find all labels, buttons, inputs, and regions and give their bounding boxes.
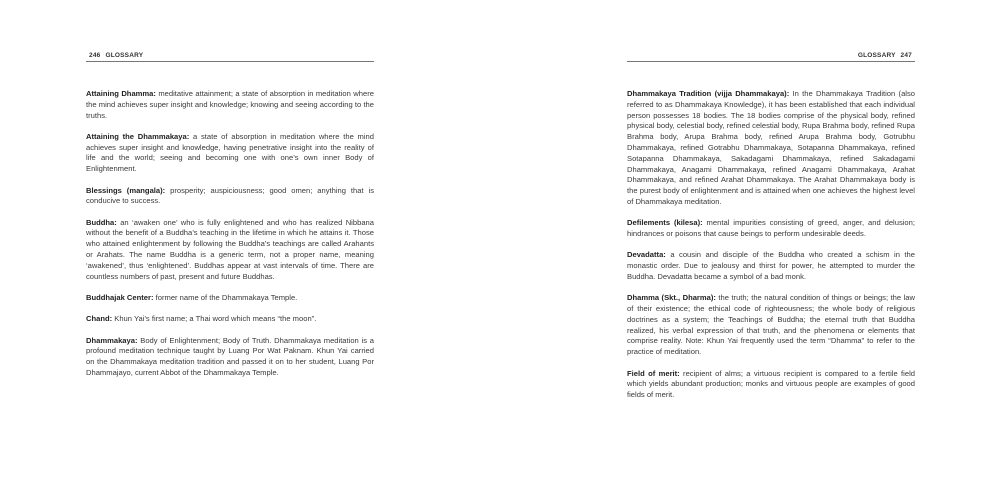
- left-page-header: [86, 52, 374, 59]
- glossary-term: Dhammakaya:: [86, 335, 138, 345]
- right-page-header-title: GLOSSARY: [857, 52, 896, 59]
- right-page-number: 247: [900, 52, 912, 59]
- glossary-term: Buddhajak Center:: [86, 292, 154, 302]
- glossary-entry: [627, 293, 915, 358]
- glossary-entry: [627, 369, 915, 401]
- glossary-definition: former name of the Dhammakaya Temple.: [153, 292, 298, 302]
- glossary-entry: [86, 314, 374, 325]
- glossary-definition: prosperity; auspiciousness; good omen; anything that is conducive to success.: [86, 185, 374, 206]
- glossary-definition: Body of Enlightenment; Body of Truth. Dhammakaya meditation is a profound meditation technique taught by Luang Por Wat Paknam. Khun Yai carried on the Dhammakaya meditation tradition and passed it on to her student, Luang Por Dhammajayo, current Abbot of the Dhammakaya Temple.: [86, 335, 374, 377]
- glossary-term: Dhammakaya Tradition (vijja Dhammakaya):: [627, 89, 790, 98]
- glossary-definition: meditative attainment; a state of absorption in meditation where the mind achieves super insight and knowledge; knowing and seeing according to the truths.: [86, 89, 374, 120]
- left-page-number: 246: [89, 52, 101, 59]
- glossary-definition: an ‘awaken one’ who is fully enlightened and who has realized Nibbana without the benefit of a Buddha’s teaching in the lifetime in which he attains it. Those who attained enlightenment by following the Buddha’s teachings are called Arahants or Arahats. The name Buddha is a generic term, not a proper name, meaning ‘awakened’, thus ‘enlightened’. Buddhas appear at vast intervals of time. There are countless numbers of past, present and future Buddhas.: [86, 217, 374, 281]
- glossary-term: Attaining the Dhammakaya:: [86, 131, 190, 141]
- right-glossary-entries: [627, 89, 915, 411]
- glossary-term: Defilements (kilesa):: [627, 218, 703, 228]
- glossary-entry: [86, 186, 374, 208]
- glossary-definition: mental impurities consisting of greed, anger, and delusion; hindrances or poisons that cause beings to perform undesirable deeds.: [627, 218, 915, 239]
- glossary-term: Buddha:: [86, 217, 117, 227]
- glossary-entry: [86, 89, 374, 121]
- glossary-definition: a cousin and disciple of the Buddha who created a schism in the monastic order. Due to jealousy and thirst for power, he attempted to murder the Buddha. Devadatta became a symbol of a bad monk.: [627, 250, 915, 281]
- glossary-definition: a state of absorption in meditation where the mind achieves super insight and knowledge, having penetrative insight into the reality of life and the world; seeing and becoming one with one’s own inner Body of Enlightenment.: [86, 131, 374, 174]
- glossary-term: Dhamma (Skt., Dharma):: [627, 293, 716, 303]
- glossary-entry: [627, 250, 915, 282]
- glossary-definition: Khun Yai’s first name; a Thai word which means “the moon”.: [112, 314, 317, 324]
- left-page-header-title: GLOSSARY: [105, 52, 144, 59]
- left-glossary-entries: [86, 89, 374, 389]
- left-header-rule: [86, 61, 374, 62]
- glossary-definition: recipient of alms; a virtuous recipient is compared to a fertile field which yields abundant production; monks and virtuous people are examples of good fields of merit.: [627, 368, 915, 400]
- glossary-term: Attaining Dhamma:: [86, 89, 156, 98]
- glossary-entry: [86, 293, 374, 304]
- glossary-entry: [627, 89, 915, 208]
- glossary-entry: [86, 132, 374, 175]
- glossary-entry: [86, 218, 374, 283]
- glossary-definition: In the Dhammakaya Tradition (also referred to as Dhammakaya Knowledge), it has been established that each individual person possesses 18 bodies. The 18 bodies comprise of the physical body, refined physical body, celestial body, refined celestial body, Rupa Brahma body, refined Rupa Brahma body, Arupa Brahma body, refined Arupa Brahma body, Gotrubhu Dhammakaya, refined Gotrabhu Dhammakaya, Sotapanna Dhammakaya, refined Sotapanna Dhammakaya, Sakadagami Dhammakaya, refined Sakadagami Dhammakaya, Anagami Dhammakaya, refined Anagami Dhammakaya, Arahat Dhammakaya, and refined Arahat Dhammakaya. The Arahat Dhammakaya body is the purest body of enlightenment and is attained when one achieves the highest level of Dhammakaya meditation.: [627, 89, 916, 206]
- right-page-header: [627, 52, 915, 59]
- glossary-term: Chand:: [86, 314, 113, 324]
- glossary-entry: [86, 336, 374, 379]
- glossary-definition: the truth; the natural condition of things or beings; the law of their existence; the ethical code of righteousness; the whole body of religious doctrines as a system; the Teachings of Buddha; the eternal truth that Buddha realized, his verbal expression of that truth, and the phenomena or elements that comprise reality. Note: Khun Yai frequently used the term “Dhamma” to refer to the practice of meditation.: [627, 293, 915, 357]
- glossary-entry: [627, 218, 915, 240]
- right-header-rule: [627, 61, 915, 62]
- glossary-term: Field of merit:: [627, 368, 680, 378]
- glossary-term: Devadatta:: [627, 250, 666, 260]
- glossary-term: Blessings (mangala):: [86, 185, 166, 195]
